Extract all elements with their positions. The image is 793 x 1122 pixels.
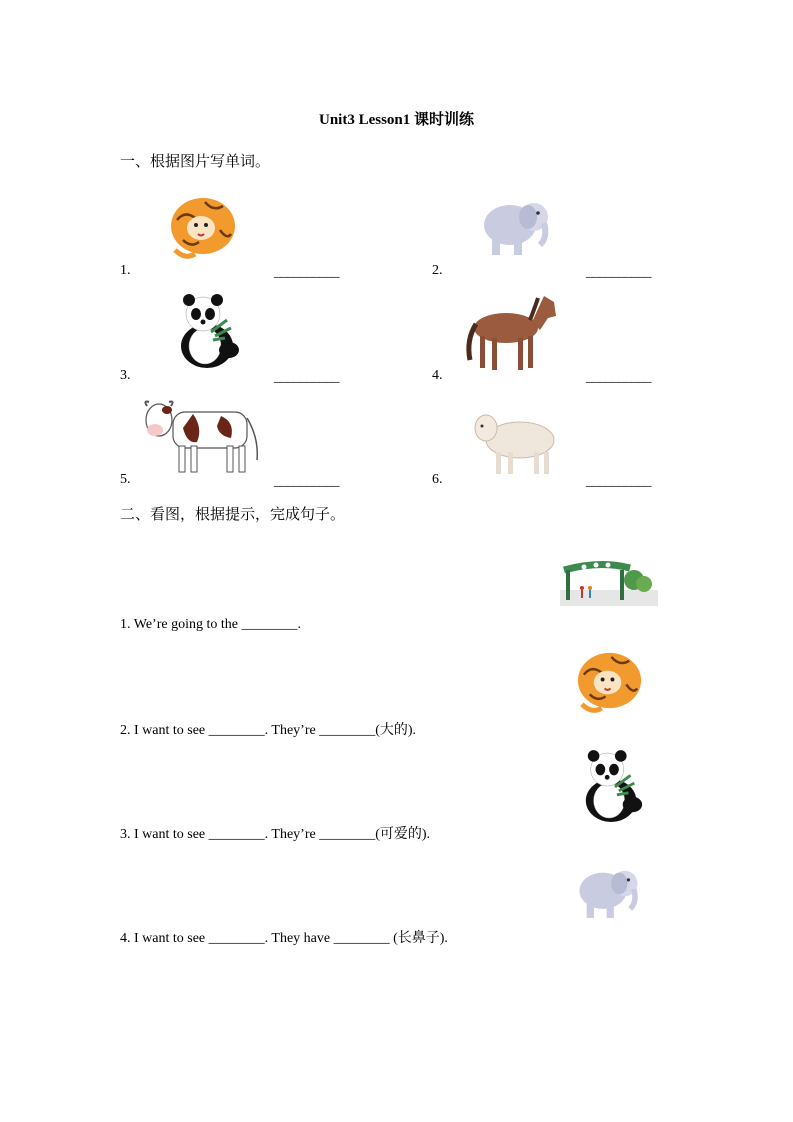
tiger-icon	[572, 645, 646, 719]
item-number: 2.	[432, 263, 443, 278]
item-number: 5.	[120, 472, 131, 487]
answer-blank[interactable]: __________	[586, 265, 651, 280]
section-2-heading: 二、看图，根据提示，完成句子。	[120, 505, 346, 523]
panda-icon	[175, 292, 243, 372]
item-number: 1.	[120, 263, 131, 278]
answer-blank[interactable]: __________	[274, 265, 339, 280]
panda-icon	[580, 748, 646, 826]
sentence-4: 4. I want to see ________. They have ________ (长鼻子).	[120, 931, 448, 946]
tiger-icon	[165, 190, 240, 265]
item-number: 3.	[120, 368, 131, 383]
sentence-1: 1. We’re going to the ________.	[120, 617, 301, 632]
cow-icon	[143, 398, 265, 478]
elephant-icon	[478, 195, 553, 260]
horse-icon	[464, 290, 559, 375]
zoo-gate-icon	[560, 560, 658, 606]
sheep-icon	[472, 408, 560, 478]
page-title: Unit3 Lesson1 课时训练	[318, 112, 475, 128]
item-number: 6.	[432, 472, 443, 487]
answer-blank[interactable]: __________	[274, 474, 339, 489]
answer-blank[interactable]: __________	[274, 370, 339, 385]
section-1-heading: 一、根据图片写单词。	[120, 152, 271, 170]
sentence-2: 2. I want to see ________. They’re ________(大的).	[120, 723, 417, 738]
item-number: 4.	[432, 368, 443, 383]
sentence-3: 3. I want to see ________. They’re ________(可爱的).	[120, 827, 431, 842]
answer-blank[interactable]: __________	[586, 474, 651, 489]
elephant-icon	[574, 862, 642, 924]
answer-blank[interactable]: __________	[586, 370, 651, 385]
